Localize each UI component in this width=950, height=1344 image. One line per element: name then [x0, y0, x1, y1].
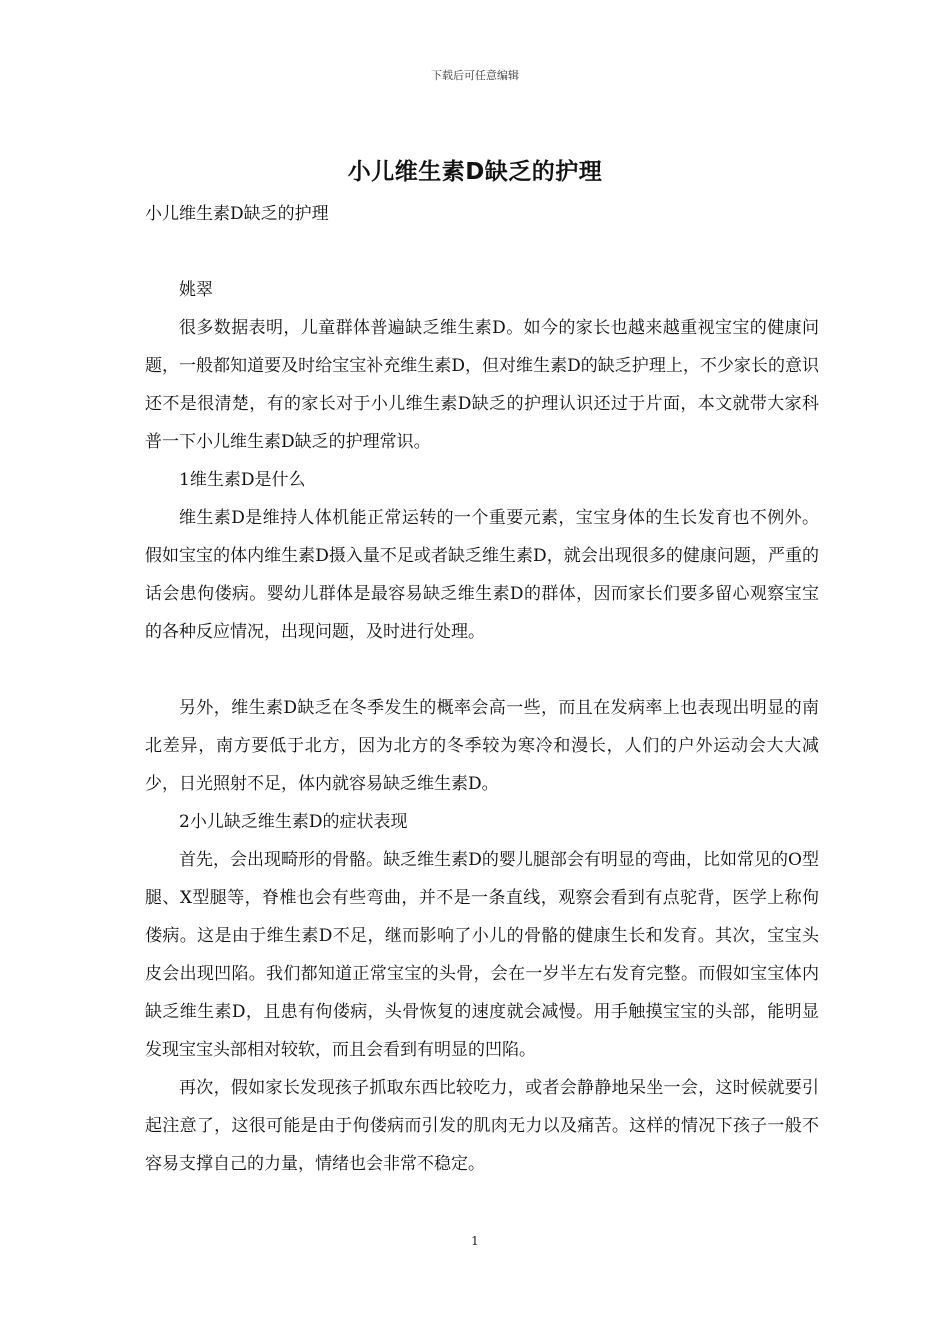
section-heading-2: 2小儿缺乏维生素D的症状表现	[179, 812, 408, 832]
page-header: 下载后可任意编辑	[431, 69, 519, 82]
section-heading-1: 1维生素D是什么	[179, 470, 306, 490]
paragraph-symptoms-2: 再次，假如家长发现孩子抓取东西比较吃力，或者会静静地呆坐一会，这时候就要引起注意了，这很可能是由于佝偻病而引发的肌肉无力以及痛苦。这样的情况下孩子一般不容易支撑自己的力量，情绪也会非常不稳定。	[145, 1078, 819, 1174]
paragraph-seasonal: 另外，维生素D缺乏在冬季发生的概率会高一些，而且在发病率上也表现出明显的南北差异，南方要低于北方，因为北方的冬季较为寒冷和漫长，人们的户外运动会大大减少，日光照射不足，体内就容易缺乏维生素D。	[145, 698, 819, 794]
page-number: 1	[471, 1234, 479, 1248]
paragraph-what-is-vitamin-d: 维生素D是维持人体机能正常运转的一个重要元素，宝宝身体的生长发育也不例外。假如宝宝的体内维生素D摄入量不足或者缺乏维生素D，就会出现很多的健康问题，严重的话会患佝偻病。婴幼儿群体是最容易缺乏维生素D的群体，因而家长们要多留心观察宝宝的各种反应情况，出现问题，及时进行处理。	[145, 508, 819, 642]
paragraph-gap	[145, 651, 819, 689]
document-title: 小儿维生素D缺乏的护理	[347, 159, 603, 185]
paragraph-intro: 很多数据表明，儿童群体普遍缺乏维生素D。如今的家长也越来越重视宝宝的健康问题，一般都知道要及时给宝宝补充维生素D，但对维生素D的缺乏护理上，不少家长的意识还不是很清楚，有的家长对于小儿维生素D缺乏的护理认识还过于片面，本文就带大家科普一下小儿维生素D缺乏的护理常识。	[145, 318, 819, 452]
document-body	[145, 271, 819, 1183]
author-line: 姚翠	[179, 280, 213, 300]
document-subtitle: 小儿维生素D缺乏的护理	[145, 204, 329, 224]
paragraph-symptoms-1: 首先，会出现畸形的骨骼。缺乏维生素D的婴儿腿部会有明显的弯曲，比如常见的O型腿、X型腿等，脊椎也会有些弯曲，并不是一条直线，观察会看到有点驼背，医学上称佝偻病。这是由于维生素D不足，继而影响了小儿的骨骼的健康生长和发育。其次，宝宝头皮会出现凹陷。我们都知道正常宝宝的头骨，会在一岁半左右发育完整。而假如宝宝体内缺乏维生素D，且患有佝偻病，头骨恢复的速度就会减慢。用手触摸宝宝的头部，能明显发现宝宝头部相对较软，而且会看到有明显的凹陷。	[145, 850, 819, 1060]
